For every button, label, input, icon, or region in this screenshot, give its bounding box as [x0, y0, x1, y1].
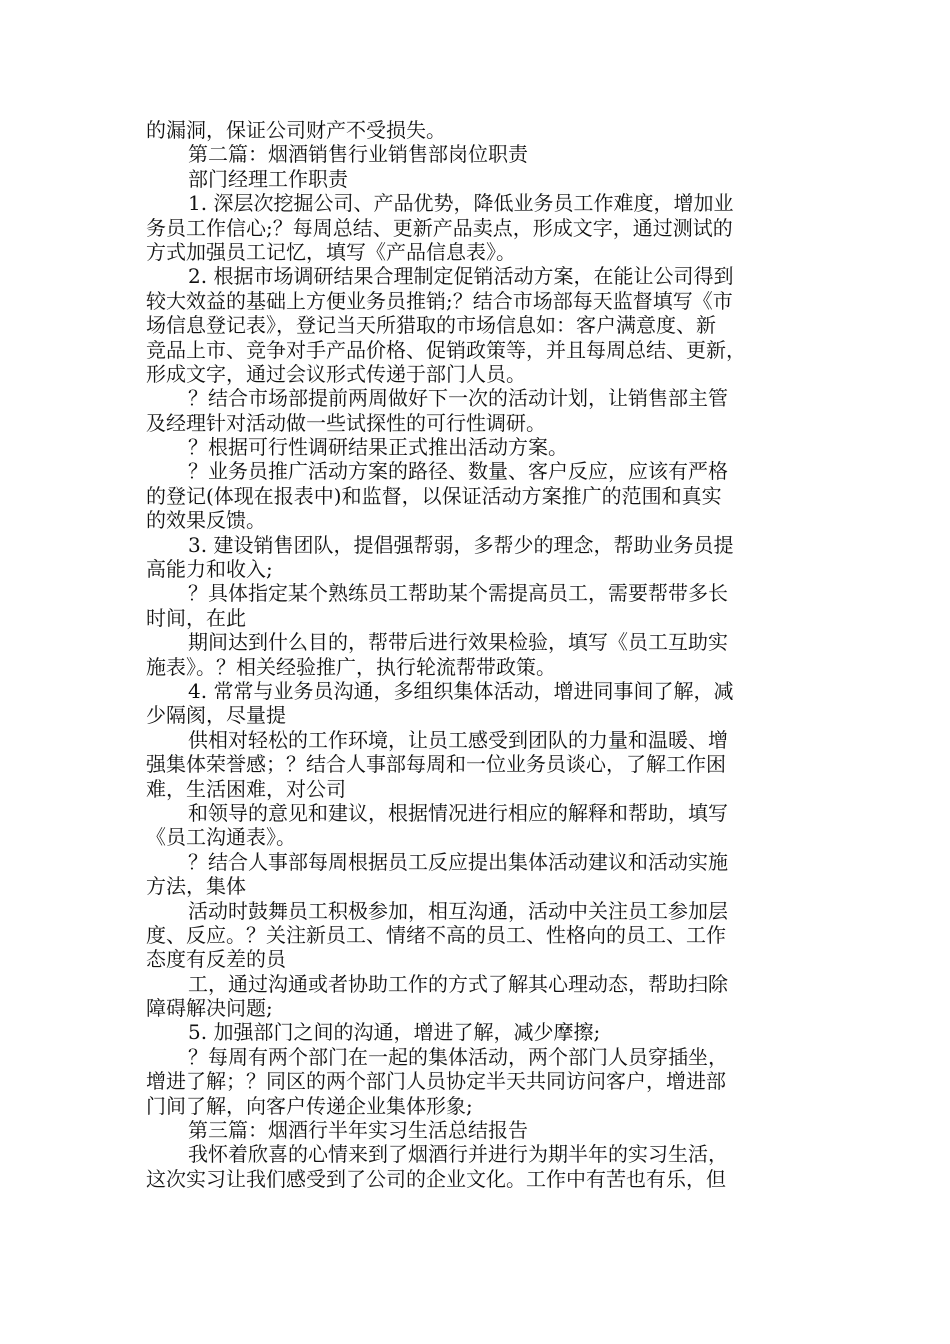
text-line: 第二篇：烟酒销售行业销售部岗位职责 — [188, 142, 528, 167]
text-line: 高能力和收入; — [146, 557, 273, 582]
text-line: 形成文字，通过会议形式传递于部门人员。 — [146, 361, 526, 386]
text-line: 方式加强员工记忆，填写《产品信息表》。 — [146, 239, 516, 264]
text-line: 少隔阂，尽量提 — [146, 703, 286, 728]
text-line: 1. 深层次挖掘公司、产品优势，降低业务员工作难度，增加业 — [188, 191, 734, 216]
text-line: 增进了解；？同区的两个部门人员协定半天共同访问客户，增进部 — [146, 1069, 726, 1094]
text-line: 的登记(体现在报表中)和监督，以保证活动方案推广的范围和真实 — [146, 483, 722, 508]
text-line: 《员工沟通表》。 — [146, 825, 296, 850]
text-line: 较大效益的基础上方便业务员推销;？结合市场部每天监督填写《市 — [146, 288, 733, 313]
text-line: 我怀着欣喜的心情来到了烟酒行并进行为期半年的实习生活， — [188, 1142, 728, 1167]
text-line: 时间，在此 — [146, 605, 246, 630]
text-line: 竞品上市、竞争对手产品价格、促销政策等，并且每周总结、更新， — [146, 337, 746, 362]
text-line: 的漏洞，保证公司财产不受损失。 — [146, 118, 446, 142]
text-line: 2. 根据市场调研结果合理制定促销活动方案，在能让公司得到 — [188, 264, 734, 289]
text-line: 场信息登记表》，登记当天所猎取的市场信息如：客户满意度、新 — [146, 313, 716, 338]
text-line: 供相对轻松的工作环境，让员工感受到团队的力量和温暖、增 — [188, 727, 728, 752]
text-line: 施表》。？相关经验推广，执行轮流帮带政策。 — [146, 654, 556, 679]
text-line: 务员工作信心;？每周总结、更新产品卖点，形成文字，通过测试的 — [146, 215, 733, 240]
text-line: 难，生活困难，对公司 — [146, 776, 346, 801]
text-line: 这次实习让我们感受到了公司的企业文化。工作中有苦也有乐，但 — [146, 1166, 726, 1191]
text-line: 第三篇：烟酒行半年实习生活总结报告 — [188, 1118, 528, 1143]
text-line: 障碍解决问题; — [146, 996, 273, 1021]
text-line: 活动时鼓舞员工积极参加，相互沟通，活动中关注员工参加层 — [188, 898, 728, 923]
text-line: ？根据可行性调研结果正式推出活动方案。 — [188, 435, 568, 460]
text-line: 期间达到什么目的，帮带后进行效果检验，填写《员工互助实 — [188, 630, 728, 655]
text-line: 门间了解，向客户传递企业集体形象; — [146, 1093, 473, 1118]
text-line: 及经理针对活动做一些试探性的可行性调研。 — [146, 410, 546, 435]
text-line: 态度有反差的员 — [146, 947, 286, 972]
text-line: 5. 加强部门之间的沟通，增进了解，减少摩擦; — [188, 1020, 601, 1045]
text-line: ？具体指定某个熟练员工帮助某个需提高员工，需要帮带多长 — [188, 581, 728, 606]
text-line: ？业务员推广活动方案的路径、数量、客户反应，应该有严格 — [188, 459, 728, 484]
text-line: 的效果反馈。 — [146, 508, 266, 533]
text-line: 和领导的意见和建议，根据情况进行相应的解释和帮助，填写 — [188, 800, 728, 825]
text-line: ？结合市场部提前两周做好下一次的活动计划，让销售部主管 — [188, 386, 728, 411]
text-line: 强集体荣誉感；？结合人事部每周和一位业务员谈心，了解工作困 — [146, 752, 726, 777]
text-line: 方法，集体 — [146, 874, 246, 899]
text-line: ？每周有两个部门在一起的集体活动，两个部门人员穿插坐， — [188, 1044, 728, 1069]
document-body — [146, 118, 816, 1191]
text-line: 工，通过沟通或者协助工作的方式了解其心理动态，帮助扫除 — [188, 971, 728, 996]
text-line: 部门经理工作职责 — [188, 166, 348, 191]
text-line: 3. 建设销售团队，提倡强帮弱，多帮少的理念，帮助业务员提 — [188, 532, 734, 557]
text-line: 4. 常常与业务员沟通，多组织集体活动，增进同事间了解，减 — [188, 678, 734, 703]
text-line: ？结合人事部每周根据员工反应提出集体活动建议和活动实施 — [188, 849, 728, 874]
text-line: 度、反应。？关注新员工、情绪不高的员工、性格向的员工、工作 — [146, 922, 726, 947]
